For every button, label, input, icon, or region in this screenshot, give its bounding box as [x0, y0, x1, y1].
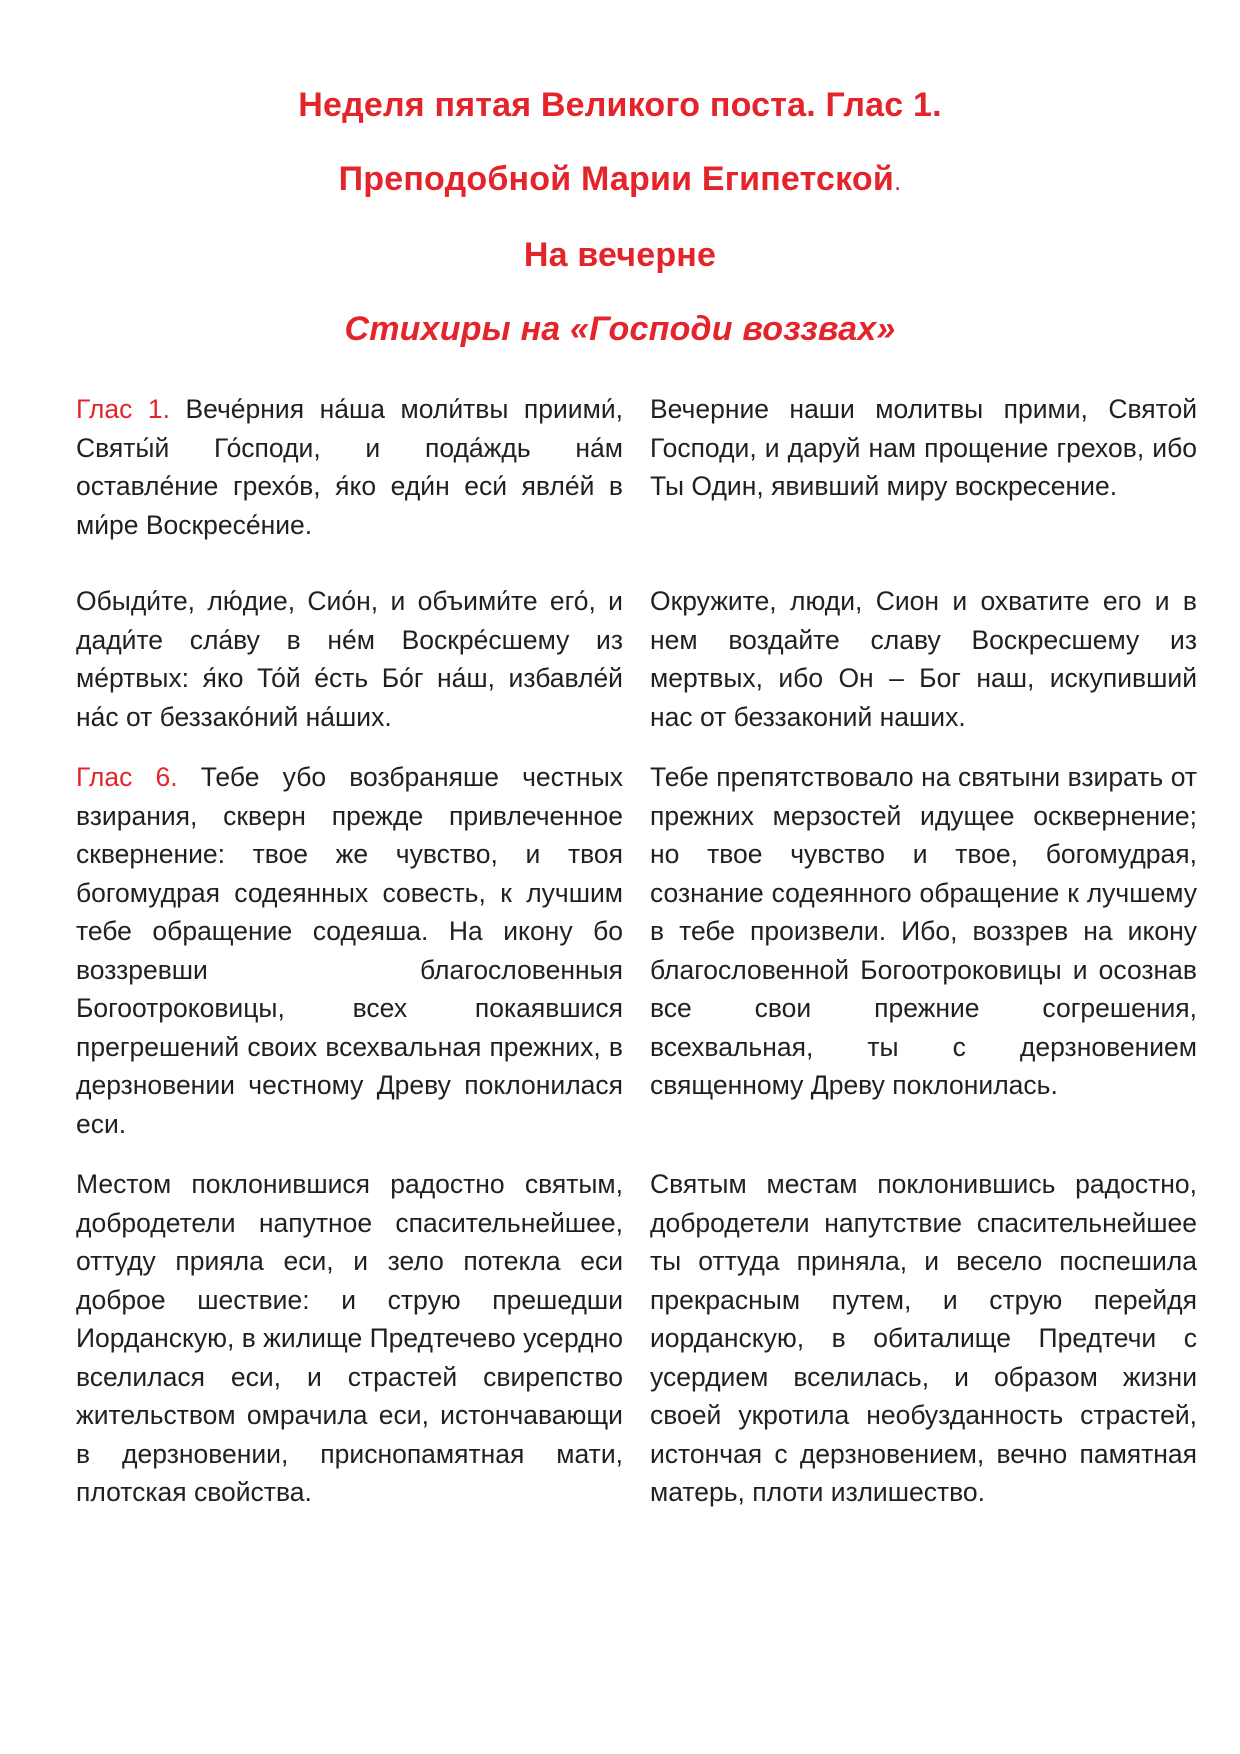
stichera-row: [76, 582, 1197, 736]
tone-label: Глас 6.: [76, 762, 178, 792]
title-saint-text: Преподобной Марии Египетской: [338, 160, 894, 198]
title-sunday: Неделя пятая Великого поста. Глас 1.: [298, 86, 942, 124]
spacer: [76, 544, 1197, 582]
stichera-row: [76, 758, 1197, 1143]
slavonic-paragraph: [76, 390, 623, 544]
slavonic-paragraph: Местом поклонившися радостно святым, добродетели напутное спасительнейшее, оттуду прияла еси, и зело потекла еси доброе шествие: и струю прешедши Иорданскую, в жилище Предтечево усердно вселилася еси, и страстей свирепство жительством омрачила еси, истончавающи в дерзновении, приснопамятная мати, плотская свойства.: [76, 1169, 624, 1507]
slavonic-text: Вече́рния на́ша моли́твы приими́, Святы́й Го́споди, и пода́ждь на́м оставле́ние грехо́в, я́ко еди́н еси́ явле́й в ми́ре Воскресе́ние.: [76, 394, 623, 540]
page-header: [0, 85, 1240, 383]
title-vespers: На вечерне: [523, 236, 717, 274]
russian-paragraph: Вечерние наши молитвы прими, Святой Господи, и даруй нам прощение грехов, ибо Ты Один, явивший миру воскресение.: [650, 394, 1197, 501]
spacer: [76, 736, 1197, 758]
title-saint-dot: .: [893, 166, 902, 196]
russian-paragraph: Окружите, люди, Сион и охватите его и в нем воздайте славу Воскресшему из мертвых, ибо Он – Бог наш, искупивший нас от беззаконий наших.: [650, 586, 1197, 732]
slavonic-text: Тебе убо возбраняше честных взирания, скверн прежде привлеченное сквернение: твое же чувство, и твоя богомудрая содеянных совесть, к лучшим тебе обращение содеяша. На икону бо воззревши благословенныя Богоотроковицы, всех покаявшися прегрешений своих всехвальная прежних, в дерзновении честному Древу поклонилася еси.: [76, 762, 623, 1139]
stichera-row: [76, 390, 1197, 544]
slavonic-paragraph: Обыди́те, лю́дие, Сио́н, и объими́те его́, и дади́те сла́ву в не́м Воскре́сшему из ме́ртвых: я́ко То́й е́сть Бо́г на́ш, избавле́й на́с от беззако́ний на́ших.: [76, 586, 623, 732]
title-stichera: Стихиры на «Господи воззвах»: [344, 310, 896, 348]
russian-paragraph: Тебе препятствовало на святыни взирать от прежних мерзостей идущее осквернение; но твое чувство и твое, богомудрая, сознание содеянного обращение к лучшему в тебе произвели. Ибо, воззрев на икону благословенной Богоотроковицы и осознав все свои прежние согрешения, всехвальная, ты с дерзновением священному Древу поклонилась.: [650, 762, 1197, 1100]
spacer: [76, 1143, 1197, 1165]
slavonic-paragraph: [76, 758, 623, 1143]
tone-label: Глас 1.: [76, 394, 170, 424]
parallel-text: [76, 390, 1197, 1512]
russian-paragraph: Святым местам поклонившись радостно, добродетели напутствие спасительнейшее ты оттуда приняла, и весело поспешила прекрасным путем, и струю перейдя иорданскую, в обиталище Предтечи с усердием вселилась, и образом жизни своей укротила необузданность страстей, истончая с дерзновением, вечно памятная матерь, плоти излишество.: [650, 1169, 1197, 1507]
title-saint: [0, 159, 1240, 201]
stichera-row: [76, 1165, 1197, 1512]
